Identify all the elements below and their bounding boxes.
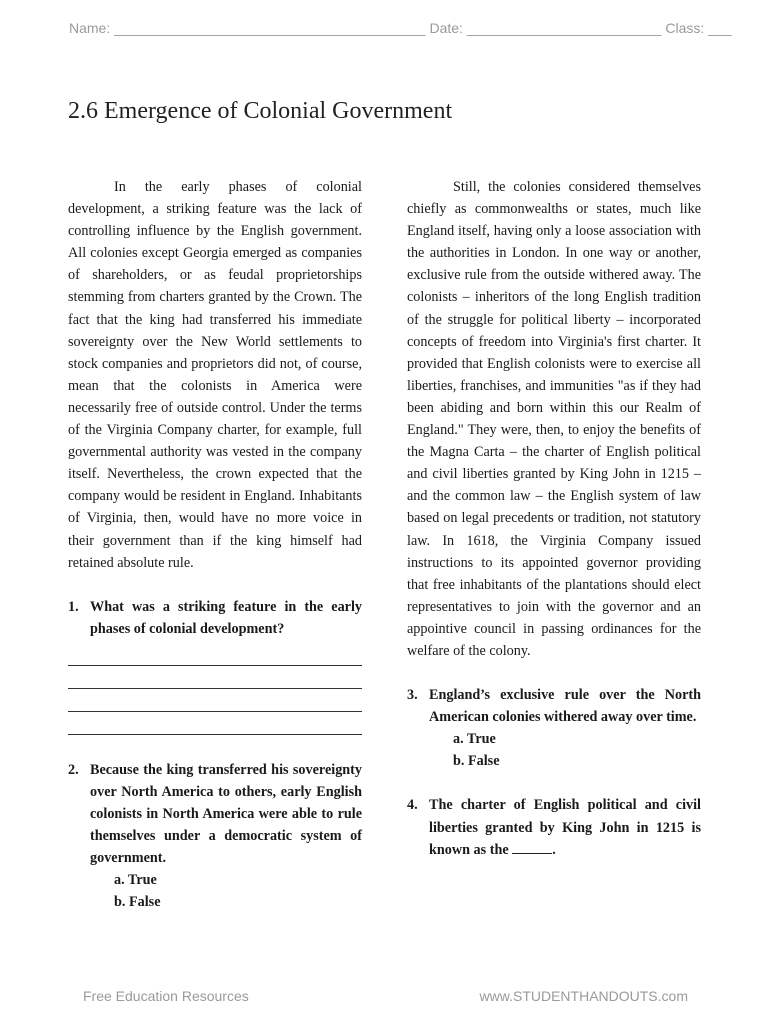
left-column bbox=[68, 176, 362, 914]
question-text: The charter of English political and civil liberties granted by King John in 1215 is known as the bbox=[429, 797, 701, 858]
question-number: 4. bbox=[407, 797, 418, 814]
page-title: 2.6 Emergence of Colonial Government bbox=[68, 98, 453, 124]
worksheet-header bbox=[69, 20, 732, 36]
answer-lines bbox=[68, 644, 362, 735]
continued-paragraph: Still, the colonies considered themselves chiefly as commonwealths or states, much like England itself, having only a loose association with the authorities in London. In one way or another, exclusive rule from the outside withered away. The colonists – inheritors of the long English tradition of the struggle for political liberty – incorporated concepts of freedom into Virginia's first charter. It provided that English colonists were to exercise all liberties, franchises, and immunities "as if they had been abiding and born within this our Realm of England." They were, then, to enjoy the benefits of the Magna Carta – the charter of English political and civil liberties granted by King John in 1215 – and the common law – the English system of law based on legal precedents or tradition, not statutory law. In 1618, the Virginia Company issued instructions to its appointed governor providing that free inhabitants of the plantations should elect representatives to join with the governor and an appointive council in passing ordinances for the welfare of the colony. bbox=[407, 179, 701, 659]
name-field[interactable]: Name: ________________________________________ bbox=[69, 20, 426, 36]
question-1 bbox=[68, 596, 362, 640]
answer-line-4[interactable] bbox=[68, 713, 362, 735]
question-number: 3. bbox=[407, 687, 418, 704]
question-end: . bbox=[552, 841, 556, 858]
answer-line-1[interactable] bbox=[68, 644, 362, 666]
question-4 bbox=[407, 794, 701, 860]
question-2-options bbox=[68, 869, 362, 913]
question-text: What was a striking feature in the early phases of colonial development? bbox=[90, 598, 362, 637]
right-column bbox=[407, 176, 701, 861]
class-field[interactable]: Class: ___ bbox=[665, 20, 732, 36]
option-false[interactable]: b. False bbox=[114, 894, 161, 911]
footer-right[interactable]: www.STUDENTHANDOUTS.com bbox=[479, 988, 688, 1004]
question-3 bbox=[407, 684, 701, 728]
footer-left: Free Education Resources bbox=[83, 988, 249, 1004]
question-text: England’s exclusive rule over the North American colonies withered away over time. bbox=[429, 687, 701, 726]
intro-paragraph: In the early phases of colonial development, a striking feature was the lack of controlling influence by the English government. All colonies except Georgia emerged as companies of shareholders, or as feudal proprietorships stemming from charters granted by the Crown. The fact that the king had transferred his immediate sovereignty over the New World settlements to stock companies and proprietors did not, of course, mean that the colonists in America were necessarily free of outside control. Under the terms of the Virginia Company charter, for example, full governmental authority was vested in the company itself. Nevertheless, the crown expected that the company would be resident in England. Inhabitants of Virginia, then, would have no more voice in their government than if the king himself had retained absolute rule. bbox=[68, 179, 362, 571]
answer-line-3[interactable] bbox=[68, 690, 362, 712]
date-field[interactable]: Date: _________________________ bbox=[429, 20, 662, 36]
option-true[interactable]: a. True bbox=[114, 872, 157, 889]
question-number: 2. bbox=[68, 761, 79, 778]
option-false[interactable]: b. False bbox=[453, 753, 500, 770]
fill-in-blank[interactable] bbox=[512, 841, 552, 854]
question-text: Because the king transferred his sovereignty over North America to others, early English colonists in North America were able to rule themselves under a democratic system of government. bbox=[90, 761, 362, 867]
question-3-options bbox=[407, 728, 701, 772]
question-2 bbox=[68, 759, 362, 869]
answer-line-2[interactable] bbox=[68, 667, 362, 689]
question-number: 1. bbox=[68, 598, 79, 615]
option-true[interactable]: a. True bbox=[453, 731, 496, 748]
